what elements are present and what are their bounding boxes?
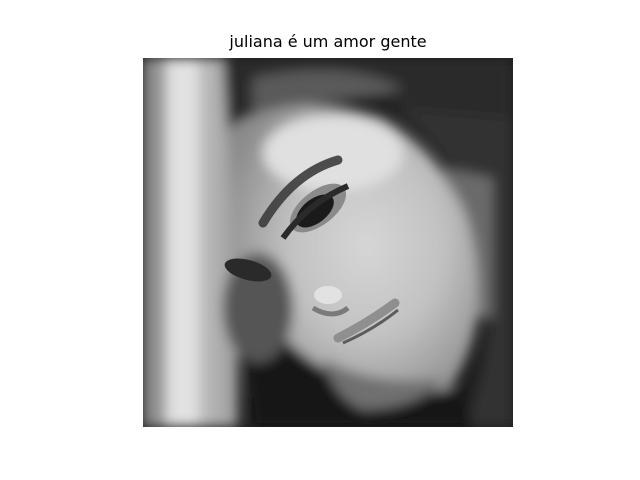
nose xyxy=(314,286,342,304)
image-axes xyxy=(143,58,513,427)
grayscale-portrait-icon xyxy=(143,58,513,427)
figure-title: juliana é um amor gente xyxy=(229,32,427,51)
